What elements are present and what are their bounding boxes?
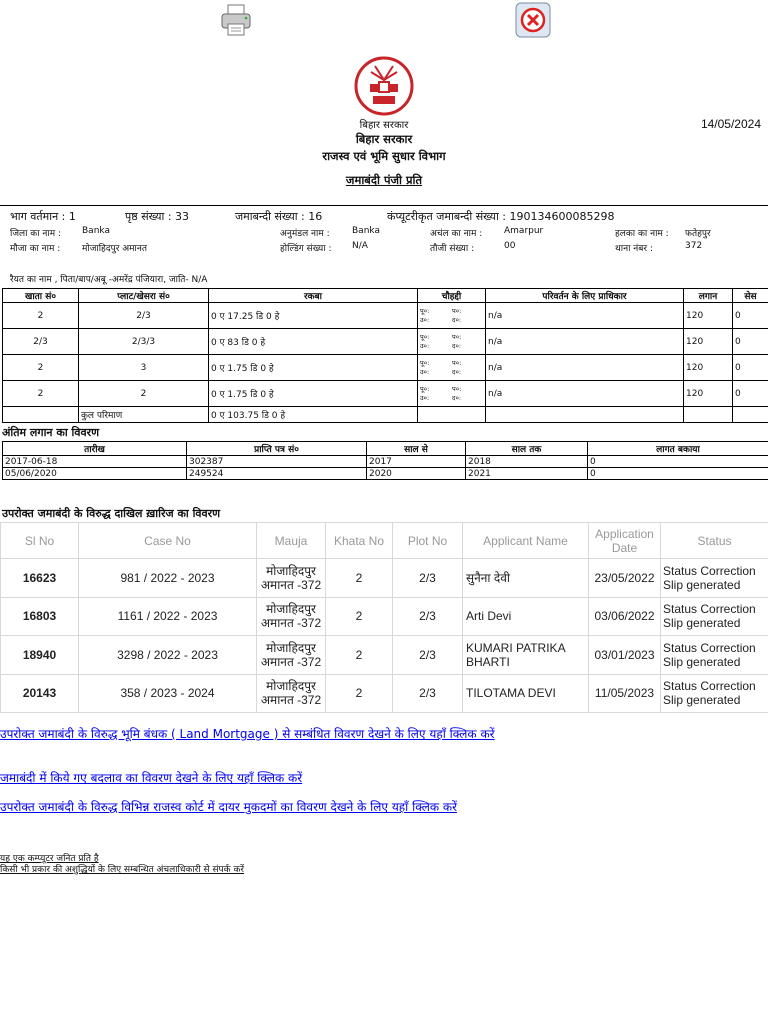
halka-value: फतेहपुर [685, 229, 711, 239]
case-no-cell: 3298 / 2022 - 2023 [79, 636, 257, 675]
authority-cell: n/a [486, 329, 684, 355]
table-row [3, 329, 768, 355]
court-cases-link[interactable]: उपरोक्त जमाबंदी के विरुद्ध विभिन्न राजस्व कोर्ट में दायर मुकदमों का विवरण देखने के लिए यहाँ क्लिक करें [0, 800, 458, 814]
mauja-cell: मोजाहिदपुर अमानत -372 [257, 674, 326, 713]
chauhaddi-label: पू०: [420, 358, 430, 367]
zila-label: जिला का नाम : [10, 229, 62, 239]
chauhaddi-label: द०: [452, 393, 462, 402]
applicant-name-cell: सुनैना देवी [463, 559, 589, 598]
footer-note-1: यह एक कम्प्यूटर जनित प्रति है [0, 854, 99, 864]
mauja-cell: मोजाहिदपुर अमानत -372 [257, 597, 326, 636]
halka-label: हलका का नाम : [615, 229, 669, 239]
anumandal-value: Banka [352, 226, 380, 236]
jamabandi-sankhya: जमाबन्दी संख्या : 16 [235, 210, 323, 223]
tauzi-label: तौजी संख्या : [430, 244, 475, 254]
column-header: लगान [684, 289, 733, 303]
rakba-cell: 0 ए 1.75 डि 0 हे [209, 381, 418, 407]
application-date-cell: 11/05/2023 [589, 674, 661, 713]
status-cell: Status Correction Slip generated [661, 674, 768, 713]
header-state: बिहार सरकार [355, 132, 413, 146]
lagan-detail-cell: 2017 [367, 456, 466, 468]
chauhaddi-label: प०: [452, 358, 462, 367]
chauhaddi-label: पू०: [420, 306, 430, 315]
rakba-cell: 0 ए 17.25 डि 0 हे [209, 303, 418, 329]
column-header: Khata No [326, 523, 393, 559]
table-row [3, 355, 768, 381]
total-row [3, 407, 768, 423]
lagan-cell: 120 [684, 355, 733, 381]
sl-no-cell: 16623 [1, 559, 79, 598]
holding-value: N/A [352, 241, 368, 251]
column-header: रकबा [209, 289, 418, 303]
plot-cell: 2 [79, 381, 209, 407]
mauja-cell: मोजाहिदपुर अमानत -372 [257, 636, 326, 675]
empty-cell [418, 407, 486, 423]
anumandal-label: अनुमंडल नाम : [280, 229, 330, 239]
sl-no-cell: 16803 [1, 597, 79, 636]
khata-cell: 2 [3, 303, 79, 329]
empty-cell [733, 407, 768, 423]
column-header: परिवर्तन के लिए प्राधिकार [486, 289, 684, 303]
table-row [3, 456, 768, 468]
empty-cell [3, 407, 79, 423]
khata-no-cell: 2 [326, 559, 393, 598]
footer-note-2: किसी भी प्रकार की अशुद्धियों के लिए सम्बन्धित अंचलाधिकारी से संपर्क करें [0, 865, 245, 875]
lagan-detail-cell: 2021 [466, 468, 588, 480]
plot-no-cell: 2/3 [393, 674, 463, 713]
khata-no-cell: 2 [326, 674, 393, 713]
dakhil-kharij-title: उपरोक्त जमाबंदी के विरुद्ध दाखिल ख़ारिज का विवरण [2, 507, 221, 520]
column-header: लागत बकाया [588, 442, 768, 456]
mauja-cell: मोजाहिदपुर अमानत -372 [257, 559, 326, 598]
khata-table [2, 288, 768, 423]
chauhaddi-cell [418, 381, 486, 407]
plot-cell: 2/3 [79, 303, 209, 329]
zila-value: Banka [82, 226, 110, 236]
table-header-row [3, 442, 768, 456]
authority-cell: n/a [486, 355, 684, 381]
column-header: साल तक [466, 442, 588, 456]
ses-cell: 0 [733, 303, 768, 329]
ses-cell: 0 [733, 329, 768, 355]
jamabandi-summary [0, 205, 768, 254]
case-no-cell: 1161 / 2022 - 2023 [79, 597, 257, 636]
lagan-detail-cell: 0 [588, 468, 768, 480]
status-cell: Status Correction Slip generated [661, 597, 768, 636]
table-row [1, 597, 768, 636]
empty-cell [486, 407, 684, 423]
lagan-detail-cell: 2020 [367, 468, 466, 480]
table-header-row [3, 289, 768, 303]
column-header: प्लाट/खेसरा सं० [79, 289, 209, 303]
lagan-title: अंतिम लगान का विवरण [2, 426, 100, 439]
header-state-small: बिहार सरकार [359, 120, 409, 131]
khata-cell: 2 [3, 381, 79, 407]
ses-cell: 0 [733, 381, 768, 407]
dakhil-kharij-table [0, 522, 768, 713]
lagan-cell: 120 [684, 329, 733, 355]
lagan-detail-cell: 0 [588, 456, 768, 468]
chauhaddi-label: पू०: [420, 384, 430, 393]
empty-cell [684, 407, 733, 423]
lagan-detail-cell: 249524 [187, 468, 367, 480]
status-cell: Status Correction Slip generated [661, 559, 768, 598]
chauhaddi-label: उ०: [420, 315, 430, 324]
table-row [1, 559, 768, 598]
plot-no-cell: 2/3 [393, 597, 463, 636]
column-header: प्राप्ति पत्र सं० [187, 442, 367, 456]
lagan-detail-cell: 2018 [466, 456, 588, 468]
lagan-cell: 120 [684, 381, 733, 407]
case-no-cell: 981 / 2022 - 2023 [79, 559, 257, 598]
authority-cell: n/a [486, 381, 684, 407]
chauhaddi-cell [418, 303, 486, 329]
chauhaddi-label: उ०: [420, 367, 430, 376]
column-header: Applicant Name [463, 523, 589, 559]
application-date-cell: 23/05/2022 [589, 559, 661, 598]
lagan-cell: 120 [684, 303, 733, 329]
chauhaddi-label: प०: [452, 332, 462, 341]
table-row [1, 674, 768, 713]
chauhaddi-label: प०: [452, 384, 462, 393]
column-header: Mauja [257, 523, 326, 559]
column-header: साल से [367, 442, 466, 456]
ses-cell: 0 [733, 355, 768, 381]
thana-value: 372 [685, 241, 703, 251]
plot-no-cell: 2/3 [393, 559, 463, 598]
column-header: खाता सं० [3, 289, 79, 303]
table-row [3, 468, 768, 480]
printer-icon[interactable] [218, 2, 254, 38]
chauhaddi-label: प०: [452, 306, 462, 315]
lagan-detail-cell: 302387 [187, 456, 367, 468]
khata-cell: 2 [3, 355, 79, 381]
sl-no-cell: 20143 [1, 674, 79, 713]
khata-cell: 2/3 [3, 329, 79, 355]
column-header: Sl No [1, 523, 79, 559]
applicant-name-cell: TILOTAMA DEVI [463, 674, 589, 713]
authority-cell: n/a [486, 303, 684, 329]
tauzi-value: 00 [504, 241, 516, 251]
jamabandi-changes-link[interactable]: जमाबंदी में किये गए बदलाव का विवरण देखने के लिए यहाँ क्लिक करें [0, 771, 303, 785]
column-header: तारीख [3, 442, 187, 456]
column-header: Application Date [589, 523, 661, 559]
bihar-emblem-icon [353, 56, 415, 116]
land-mortgage-link[interactable]: उपरोक्त जमाबंदी के विरुद्ध भूमि बंधक ( Land Mortgage ) से सम्बंधित विवरण देखने के लिए यहाँ क्लिक करें [0, 727, 495, 741]
case-no-cell: 358 / 2023 - 2024 [79, 674, 257, 713]
rakba-cell: 0 ए 1.75 डि 0 हे [209, 355, 418, 381]
chauhaddi-cell [418, 329, 486, 355]
chauhaddi-cell [418, 355, 486, 381]
column-header: सेस [733, 289, 768, 303]
chauhaddi-label: द०: [452, 315, 462, 324]
table-header-row [1, 523, 768, 559]
lagan-table [2, 441, 768, 480]
sl-no-cell: 18940 [1, 636, 79, 675]
plot-cell: 3 [79, 355, 209, 381]
total-value: 0 ए 103.75 डि 0 हे [209, 407, 418, 423]
print-date: 14/05/2024 [700, 117, 761, 131]
close-icon[interactable] [515, 2, 551, 38]
column-header: Status [661, 523, 768, 559]
application-date-cell: 03/06/2022 [589, 597, 661, 636]
page-header [0, 56, 768, 164]
thana-label: थाना नंबर : [615, 244, 653, 254]
header-department: राजस्व एवं भूमि सुधार विभाग [322, 149, 446, 163]
chauhaddi-label: द०: [452, 367, 462, 376]
owner-line: रैयत का नाम , पिता/बाप/अबू -अमरेंद्र पंजियारा, जाति- N/A [10, 275, 208, 285]
table-row [3, 381, 768, 407]
computerized-jamabandi: कंप्यूटरीकृत जमाबन्दी संख्या : 190134600085298 [387, 210, 615, 223]
lagan-detail-cell: 2017-06-18 [3, 456, 187, 468]
column-header: Case No [79, 523, 257, 559]
plot-cell: 2/3/3 [79, 329, 209, 355]
table-row [1, 636, 768, 675]
lagan-detail-cell: 05/06/2020 [3, 468, 187, 480]
mauja-label: मौजा का नाम : [10, 244, 61, 254]
chauhaddi-label: द०: [452, 341, 462, 350]
column-header: Plot No [393, 523, 463, 559]
rakba-cell: 0 ए 83 डि 0 हे [209, 329, 418, 355]
table-row [3, 303, 768, 329]
applicant-name-cell: KUMARI PATRIKA BHARTI [463, 636, 589, 675]
khata-no-cell: 2 [326, 636, 393, 675]
application-date-cell: 03/01/2023 [589, 636, 661, 675]
total-label: कुल परिमाण [79, 407, 209, 423]
holding-label: होल्डिंग संख्या : [280, 244, 332, 254]
anchal-value: Amarpur [504, 226, 544, 236]
chauhaddi-label: उ०: [420, 393, 430, 402]
khata-no-cell: 2 [326, 597, 393, 636]
bhag-vartman: भाग वर्तमान : 1 [10, 210, 76, 223]
anchal-label: अचंल का नाम : [430, 229, 483, 239]
document-title: जमाबंदी पंजी प्रति [345, 173, 423, 187]
mauja-value: मोजाहिदपुर अमानत [82, 244, 147, 254]
chauhaddi-label: उ०: [420, 341, 430, 350]
plot-no-cell: 2/3 [393, 636, 463, 675]
chauhaddi-label: पू०: [420, 332, 430, 341]
applicant-name-cell: Arti Devi [463, 597, 589, 636]
status-cell: Status Correction Slip generated [661, 636, 768, 675]
prishth-sankhya: पृष्ठ संख्या : 33 [125, 210, 190, 223]
column-header: चौहद्दी [418, 289, 486, 303]
